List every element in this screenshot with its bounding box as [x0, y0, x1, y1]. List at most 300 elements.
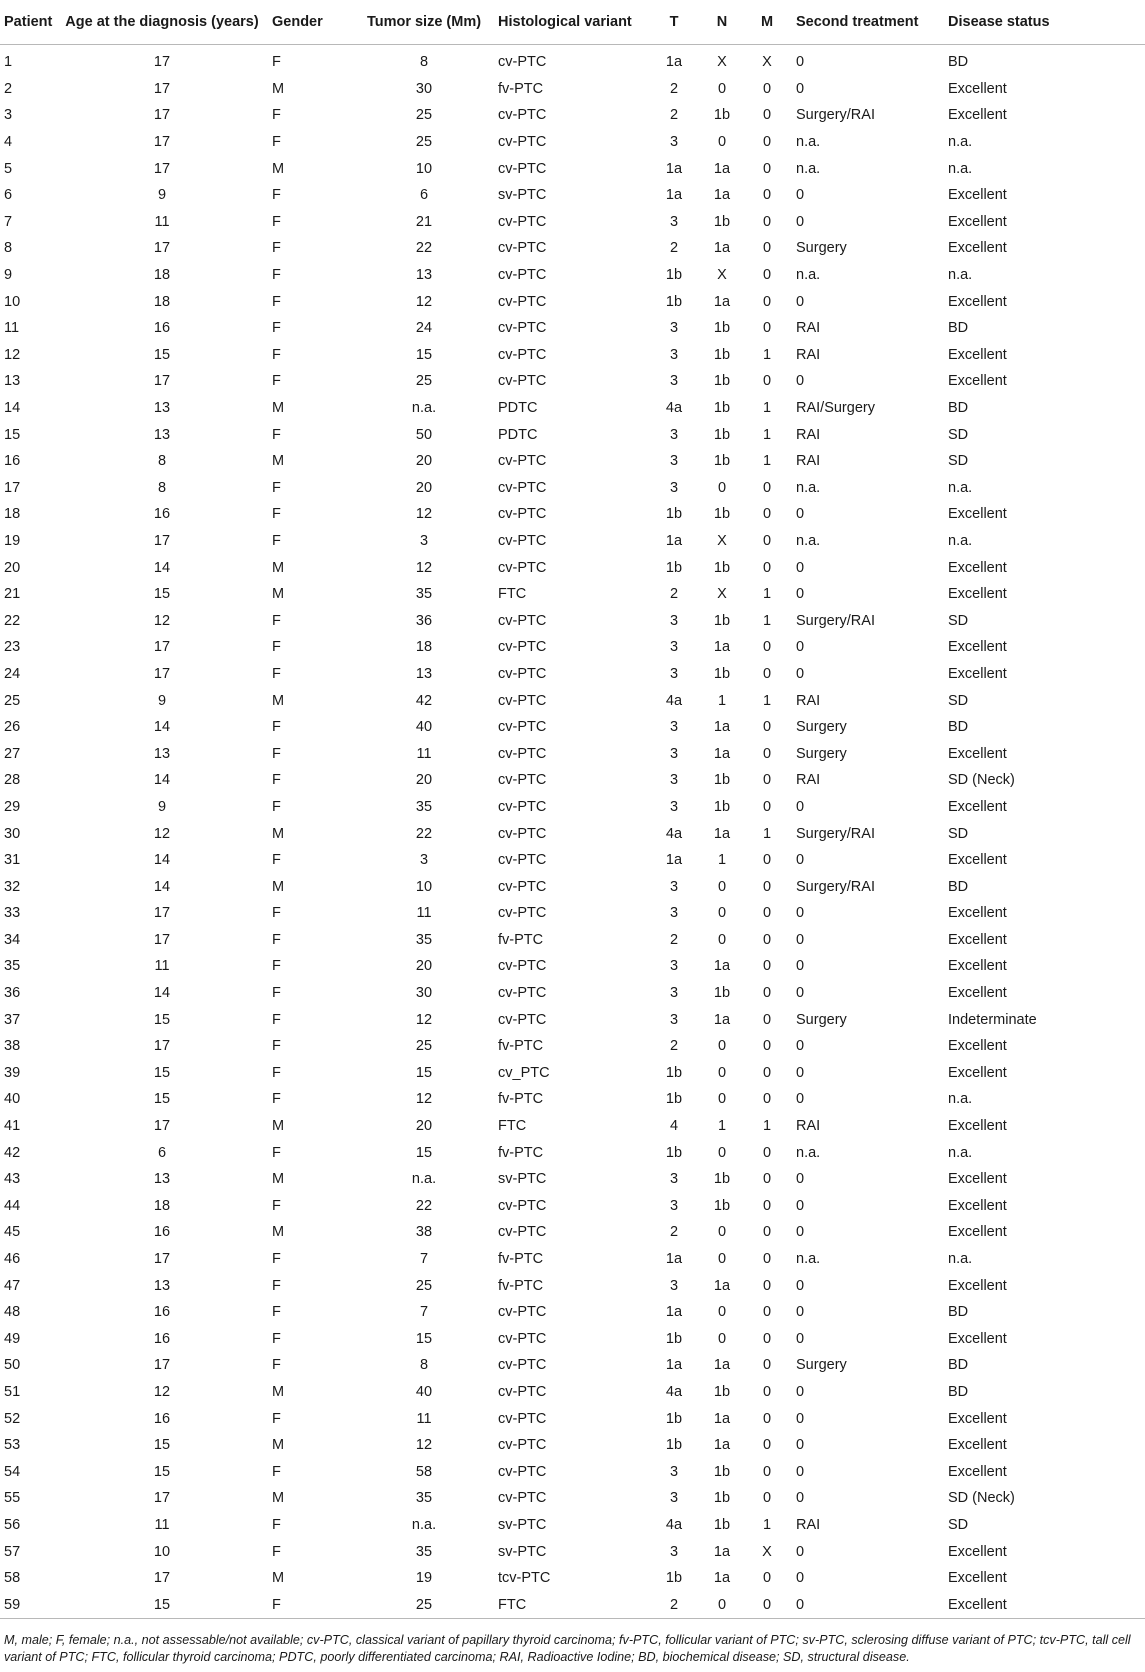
cell-histological-variant: cv-PTC [498, 559, 547, 576]
cell-disease-status: Excellent [948, 293, 1007, 310]
cell-tumor-size: 11 [416, 745, 432, 762]
cell-tumor-size: 12 [415, 293, 433, 310]
table-row [0, 554, 1145, 581]
cell-histological-variant: fv-PTC [498, 931, 544, 948]
cell-histological-variant: cv-PTC [498, 985, 547, 1002]
cell-m: 0 [762, 1011, 772, 1028]
cell-tumor-size: 22 [415, 240, 433, 257]
table-row [0, 1086, 1145, 1113]
cell-age: 16 [153, 1304, 171, 1321]
cell-histological-variant: cv-PTC [498, 1357, 547, 1374]
header-second-treatment: Second treatment [792, 0, 944, 45]
cell-tumor-size: 30 [415, 80, 433, 97]
cell-patient: 40 [4, 1091, 21, 1108]
cell-disease-status: SD [948, 453, 969, 470]
cell-patient: 13 [4, 373, 21, 390]
cell-m: 0 [762, 1171, 772, 1188]
cell-patient: 2 [4, 80, 13, 97]
cell-t: 3 [669, 1197, 679, 1214]
cell-m: 1 [762, 1118, 772, 1135]
cell-m: 0 [762, 798, 772, 815]
cell-histological-variant: cv-PTC [498, 107, 547, 124]
cell-second-treatment: Surgery [796, 745, 847, 762]
header-tumor-size: Tumor size (Mm) [354, 0, 494, 45]
cell-patient: 28 [4, 772, 21, 789]
table-row [0, 155, 1145, 182]
cell-gender: M [272, 1224, 285, 1241]
cell-second-treatment: 0 [796, 1543, 805, 1560]
cell-m: 1 [762, 426, 772, 443]
table-footnote: M, male; F, female; n.a., not assessable/not available; cv-PTC, classical variant of papillary thyroid carcinoma; fv-PTC, follicular variant of PTC; sv-PTC, sclerosing diffuse variant of PTC; tcv-PTC, tall cell variant of PTC; FTC, follicular thyroid carcinoma; PDTC, poorly differentiated carcinoma; RAI, Radioactive Iodine; BD, biochemical disease; SD, structural disease. [4, 1633, 1131, 1664]
cell-second-treatment: RAI [796, 1516, 821, 1533]
cell-age: 17 [153, 1118, 171, 1135]
cell-patient: 52 [4, 1410, 21, 1427]
cell-disease-status: Excellent [948, 1197, 1007, 1214]
cell-tumor-size: 6 [419, 187, 429, 204]
cell-second-treatment: 0 [796, 506, 805, 523]
cell-tumor-size: 22 [415, 825, 433, 842]
cell-age: 16 [153, 1410, 171, 1427]
cell-m: 0 [762, 240, 772, 257]
cell-age: 9 [157, 187, 167, 204]
table-row [0, 1512, 1145, 1539]
cell-disease-status: SD (Neck) [948, 1490, 1015, 1507]
cell-histological-variant: cv-PTC [498, 373, 547, 390]
cell-histological-variant: sv-PTC [498, 187, 547, 204]
table-row [0, 794, 1145, 821]
cell-t: 3 [669, 320, 679, 337]
cell-gender: F [272, 931, 281, 948]
cell-t: 3 [669, 958, 679, 975]
cell-n: 1a [713, 293, 731, 310]
cell-m: 0 [762, 1224, 772, 1241]
cell-m: 0 [762, 1570, 772, 1587]
cell-second-treatment: n.a. [796, 532, 821, 549]
cell-second-treatment: RAI [796, 772, 821, 789]
cell-m: 1 [762, 692, 772, 709]
cell-n: 0 [717, 931, 727, 948]
table-row [0, 235, 1145, 262]
cell-t: 1a [665, 187, 683, 204]
cell-tumor-size: 35 [415, 931, 433, 948]
cell-m: 0 [762, 532, 772, 549]
cell-m: 0 [762, 160, 772, 177]
cell-tumor-size: 18 [415, 639, 433, 656]
cell-second-treatment: 0 [796, 639, 805, 656]
cell-disease-status: Excellent [948, 559, 1007, 576]
cell-age: 15 [153, 1011, 171, 1028]
cell-age: 17 [153, 134, 171, 151]
cell-disease-status: Excellent [948, 1118, 1007, 1135]
cell-t: 1a [665, 1304, 683, 1321]
cell-m: 0 [762, 506, 772, 523]
cell-disease-status: Excellent [948, 373, 1007, 390]
cell-patient: 10 [4, 293, 21, 310]
cell-m: 1 [762, 1516, 772, 1533]
cell-age: 16 [153, 1330, 171, 1347]
cell-histological-variant: sv-PTC [498, 1171, 547, 1188]
cell-t: 1a [665, 54, 683, 71]
table-row [0, 1538, 1145, 1565]
cell-second-treatment: RAI [796, 453, 821, 470]
cell-second-treatment: n.a. [796, 267, 821, 284]
cell-histological-variant: cv-PTC [498, 639, 547, 656]
cell-gender: F [272, 506, 281, 523]
cell-age: 15 [56, 1591, 268, 1618]
cell-patient: 8 [4, 240, 13, 257]
cell-second-treatment: Surgery/RAI [796, 107, 875, 124]
cell-patient: 20 [4, 559, 21, 576]
cell-m: 0 [762, 187, 772, 204]
cell-histological-variant: fv-PTC [498, 1251, 544, 1268]
cell-n: 1a [713, 187, 731, 204]
cell-gender: F [272, 346, 281, 363]
cell-tumor-size: 12 [415, 506, 433, 523]
cell-m: 1 [762, 612, 772, 629]
cell-n: 1b [713, 798, 731, 815]
cell-histological-variant: cv-PTC [498, 1383, 547, 1400]
cell-histological-variant: cv-PTC [498, 878, 547, 895]
cell-second-treatment: RAI [796, 692, 821, 709]
cell-histological-variant: PDTC [498, 426, 538, 443]
cell-tumor-size: 35 [415, 586, 433, 603]
cell-t: 1b [665, 1330, 683, 1347]
cell-tumor-size: 36 [415, 612, 433, 629]
cell-gender: F [272, 54, 281, 71]
cell-t: 1b [665, 559, 683, 576]
cell-m: X [762, 54, 772, 71]
cell-tumor-size: 21 [415, 213, 433, 230]
table-row [0, 927, 1145, 954]
cell-n: 1b [713, 1463, 731, 1480]
cell-tumor-size: 25 [415, 1277, 433, 1294]
cell-gender: F [272, 612, 281, 629]
cell-disease-status: SD (Neck) [948, 772, 1015, 789]
cell-gender: F [272, 1543, 281, 1560]
cell-t: 1b [665, 1064, 683, 1081]
header-gender: Gender [268, 0, 354, 45]
cell-second-treatment: 0 [792, 1591, 944, 1618]
cell-n: 1a [713, 639, 731, 656]
cell-histological-variant: cv-PTC [498, 240, 547, 257]
cell-gender: F [272, 426, 281, 443]
cell-tumor-size: 15 [415, 346, 433, 363]
cell-patient: 5 [4, 160, 13, 177]
cell-disease-status: SD [948, 692, 969, 709]
table-row [0, 129, 1145, 156]
table-row [0, 740, 1145, 767]
cell-disease-status: Excellent [948, 905, 1007, 922]
cell-n: 1a [713, 719, 731, 736]
cell-histological-variant: cv-PTC [498, 772, 547, 789]
table-row [0, 953, 1145, 980]
cell-second-treatment: 0 [796, 931, 805, 948]
cell-t: 3 [669, 373, 679, 390]
cell-tumor-size: n.a. [411, 1516, 437, 1533]
cell-patient: 50 [4, 1357, 21, 1374]
cell-histological-variant: cv-PTC [498, 506, 547, 523]
cell-gender: M [272, 400, 285, 417]
cell-gender: F [272, 1463, 281, 1480]
cell-t: 3 [669, 878, 679, 895]
cell-t: 1a [665, 852, 683, 869]
cell-age: 16 [153, 320, 171, 337]
cell-gender: M [272, 160, 285, 177]
cell-patient: 55 [4, 1490, 21, 1507]
table-row [0, 315, 1145, 342]
cell-age: 8 [157, 453, 167, 470]
cell-m: 0 [762, 905, 772, 922]
cell-second-treatment: 0 [796, 1437, 805, 1454]
cell-second-treatment: n.a. [796, 134, 821, 151]
cell-m: 0 [762, 665, 772, 682]
cell-gender: M [272, 692, 285, 709]
cell-histological-variant: fv-PTC [498, 80, 544, 97]
cell-t: 1a [665, 1251, 683, 1268]
cell-age: 17 [153, 107, 171, 124]
cell-disease-status: Excellent [948, 931, 1007, 948]
table-row [0, 1113, 1145, 1140]
cell-patient: 54 [4, 1463, 21, 1480]
cell-t: 3 [669, 719, 679, 736]
cell-histological-variant: FTC [498, 1118, 527, 1135]
cell-t: 3 [669, 798, 679, 815]
cell-disease-status: Excellent [948, 586, 1007, 603]
cell-t: 2 [646, 1591, 702, 1618]
table-row [0, 661, 1145, 688]
cell-second-treatment: 0 [796, 1224, 805, 1241]
cell-patient: 57 [4, 1543, 21, 1560]
cell-age: 9 [157, 798, 167, 815]
cell-patient: 15 [4, 426, 21, 443]
cell-tumor-size: 3 [419, 852, 429, 869]
header-age: Age at the diagnosis (years) [56, 0, 268, 45]
cell-gender: M [272, 825, 285, 842]
cell-patient: 48 [4, 1304, 21, 1321]
cell-gender: F [272, 1038, 281, 1055]
cell-second-treatment: 0 [796, 985, 805, 1002]
cell-n: 1b [713, 107, 731, 124]
cell-n: 0 [717, 1251, 727, 1268]
table-row [0, 980, 1145, 1007]
cell-age: 18 [153, 1197, 171, 1214]
table-row [0, 847, 1145, 874]
cell-tumor-size: 7 [419, 1251, 429, 1268]
cell-tumor-size: 25 [354, 1591, 494, 1618]
cell-histological-variant: cv-PTC [498, 453, 547, 470]
cell-second-treatment: 0 [796, 293, 805, 310]
cell-m: 0 [762, 320, 772, 337]
cell-t: 2 [669, 1224, 679, 1241]
cell-gender: F [272, 240, 281, 257]
table-row [0, 873, 1145, 900]
cell-n: 1b [713, 426, 731, 443]
cell-t: 1b [665, 1410, 683, 1427]
cell-t: 3 [669, 1490, 679, 1507]
cell-age: 16 [153, 1224, 171, 1241]
cell-n: 1a [713, 1011, 731, 1028]
header-n: N [702, 0, 742, 45]
cell-tumor-size: n.a. [411, 400, 437, 417]
cell-t: 1b [665, 1144, 683, 1161]
cell-n: 1b [713, 1516, 731, 1533]
table-row [0, 900, 1145, 927]
cell-n: 1a [713, 745, 731, 762]
table-row [0, 1139, 1145, 1166]
cell-m: 0 [762, 80, 772, 97]
cell-histological-variant: cv_PTC [498, 1064, 550, 1081]
cell-m: 0 [762, 1038, 772, 1055]
cell-age: 13 [153, 1277, 171, 1294]
table-row [0, 1299, 1145, 1326]
cell-tumor-size: 25 [415, 107, 433, 124]
cell-age: 11 [154, 213, 170, 230]
cell-disease-status: Excellent [948, 745, 1007, 762]
cell-n: 0 [717, 1091, 727, 1108]
cell-n: 1a [713, 1410, 731, 1427]
cell-age: 12 [153, 612, 171, 629]
table-row [0, 1591, 1145, 1618]
cell-second-treatment: 0 [796, 1038, 805, 1055]
cell-gender: F [272, 745, 281, 762]
cell-n: 1a [713, 1570, 731, 1587]
cell-gender: M [272, 1171, 285, 1188]
cell-age: 16 [153, 506, 171, 523]
cell-n: 1b [713, 320, 731, 337]
cell-age: 15 [153, 1091, 171, 1108]
table-row [0, 395, 1145, 422]
cell-disease-status: Excellent [948, 1038, 1007, 1055]
cell-histological-variant: cv-PTC [498, 1330, 547, 1347]
cell-second-treatment: 0 [796, 1410, 805, 1427]
table-row [0, 1006, 1145, 1033]
cell-gender: F [272, 213, 281, 230]
cell-gender: F [272, 1357, 281, 1374]
cell-gender: M [272, 586, 285, 603]
table-row [0, 1379, 1145, 1406]
cell-age: 15 [153, 586, 171, 603]
cell-m: 0 [762, 639, 772, 656]
cell-t: 4a [665, 692, 683, 709]
table-row [0, 1166, 1145, 1193]
cell-patient: 38 [4, 1038, 21, 1055]
cell-n: 0 [717, 1064, 727, 1081]
cell-age: 8 [157, 479, 167, 496]
cell-histological-variant: cv-PTC [498, 320, 547, 337]
cell-tumor-size: 20 [415, 479, 433, 496]
cell-t: 1b [665, 267, 683, 284]
cell-age: 17 [153, 532, 171, 549]
cell-tumor-size: 12 [415, 1091, 433, 1108]
cell-tumor-size: 20 [415, 453, 433, 470]
cell-m: 0 [762, 134, 772, 151]
cell-t: 2 [669, 1038, 679, 1055]
table-row [0, 182, 1145, 209]
cell-age: 15 [153, 346, 171, 363]
cell-m: 0 [762, 1463, 772, 1480]
cell-patient: 1 [4, 54, 13, 71]
cell-disease-status: Excellent [948, 665, 1007, 682]
cell-second-treatment: 0 [796, 1463, 805, 1480]
cell-t: 1b [665, 1570, 683, 1587]
cell-gender: F [272, 639, 281, 656]
cell-tumor-size: 35 [415, 798, 433, 815]
table-row [0, 1326, 1145, 1353]
cell-second-treatment: Surgery/RAI [796, 612, 875, 629]
cell-gender: F [272, 852, 281, 869]
cell-patient: 44 [4, 1197, 21, 1214]
cell-patient: 27 [4, 745, 21, 762]
cell-n: 1a [713, 240, 731, 257]
cell-n: 1b [713, 559, 731, 576]
cell-n: 0 [717, 1144, 727, 1161]
cell-age: 15 [153, 1064, 171, 1081]
cell-gender: F [272, 1277, 281, 1294]
cell-gender: F [272, 532, 281, 549]
table-body [0, 45, 1145, 1619]
cell-t: 3 [669, 745, 679, 762]
cell-n: 1b [713, 1490, 731, 1507]
cell-tumor-size: 25 [415, 373, 433, 390]
cell-histological-variant: fv-PTC [498, 1038, 544, 1055]
cell-disease-status: BD [948, 878, 969, 895]
cell-histological-variant: cv-PTC [498, 798, 547, 815]
cell-gender: F [272, 772, 281, 789]
cell-age: 13 [153, 400, 171, 417]
cell-histological-variant: cv-PTC [498, 905, 547, 922]
cell-age: 17 [153, 160, 171, 177]
cell-histological-variant: cv-PTC [498, 1224, 547, 1241]
cell-tumor-size: 24 [415, 320, 433, 337]
cell-n: 0 [717, 134, 727, 151]
cell-n: 1 [717, 1118, 727, 1135]
cell-n: 1a [713, 825, 731, 842]
cell-m: 1 [762, 400, 772, 417]
cell-age: 17 [153, 80, 171, 97]
cell-m: 0 [762, 958, 772, 975]
table-row [0, 607, 1145, 634]
cell-disease-status: BD [948, 54, 969, 71]
cell-gender: F [272, 267, 281, 284]
cell-age: 15 [153, 1463, 171, 1480]
cell-disease-status: n.a. [948, 1091, 973, 1108]
cell-t: 3 [669, 639, 679, 656]
cell-patient: 23 [4, 639, 21, 656]
cell-n: 1b [713, 1383, 731, 1400]
cell-t: 2 [669, 80, 679, 97]
table-row [0, 1219, 1145, 1246]
cell-gender: F [272, 1011, 281, 1028]
cell-n: 1 [717, 692, 727, 709]
cell-patient: 41 [4, 1118, 21, 1135]
cell-age: 17 [153, 931, 171, 948]
cell-patient: 7 [4, 213, 13, 230]
cell-second-treatment: 0 [796, 187, 805, 204]
cell-second-treatment: 0 [796, 958, 805, 975]
cell-histological-variant: cv-PTC [498, 612, 547, 629]
cell-second-treatment: 0 [796, 559, 805, 576]
cell-n: X [717, 586, 727, 603]
cell-age: 17 [153, 905, 171, 922]
cell-patient: 39 [4, 1064, 21, 1081]
cell-tumor-size: 38 [415, 1224, 433, 1241]
cell-second-treatment: 0 [796, 905, 805, 922]
cell-age: 18 [153, 267, 171, 284]
cell-n: 0 [717, 479, 727, 496]
cell-disease-status: Excellent [948, 346, 1007, 363]
cell-disease-status: Excellent [948, 1277, 1007, 1294]
cell-n: 0 [717, 878, 727, 895]
